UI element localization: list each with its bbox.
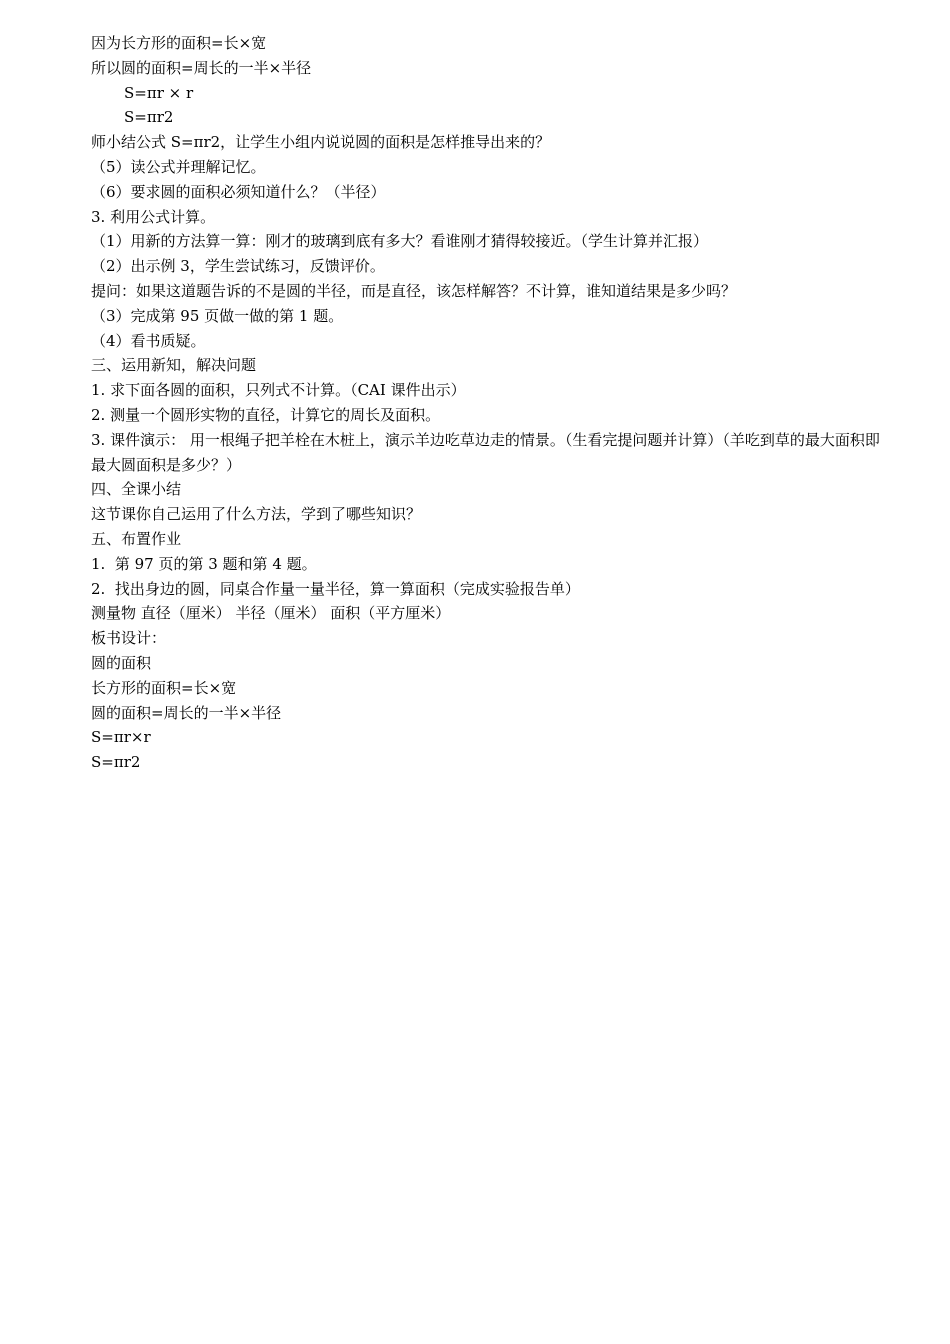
text-line: （6）要求圆的面积必须知道什么？（半径） [91, 182, 386, 201]
text-line: （2）出示例 3，学生尝试练习，反馈评价。 [91, 257, 385, 276]
text-line: 圆的面积=周长的一半×半径 [91, 703, 282, 722]
formula-line: S=πr2 [124, 108, 174, 127]
text-line: 提问：如果这道题告诉的不是圆的半径，而是直径，该怎样解答？不计算，谁知道结果是多少吗？ [91, 281, 737, 300]
text-line: 1. 求下面各圆的面积，只列式不计算。（CAI 课件出示） [91, 381, 466, 400]
text-line: （1）用新的方法算一算：刚才的玻璃到底有多大？看谁刚才猜得较接近。（学生计算并汇报） [91, 232, 709, 251]
section-heading: 三、运用新知，解决问题 [91, 356, 257, 375]
text-line: 长方形的面积=长×宽 [91, 678, 237, 697]
text-line: （5）读公式并理解记忆。 [91, 157, 266, 176]
section-heading: 五、布置作业 [91, 529, 182, 548]
text-line: （3）完成第 95 页做一做的第 1 题。 [91, 306, 344, 325]
formula-line: S=πr2 [91, 753, 141, 772]
text-line: （4）看书质疑。 [91, 331, 206, 350]
formula-line: S=πr × r [124, 83, 194, 102]
text-line: 测量物 直径（厘米） 半径（厘米） 面积（平方厘米） [91, 604, 451, 623]
text-line: 2. 找出身边的圆，同桌合作量一量半径，算一算面积（完成实验报告单） [91, 579, 580, 598]
text-line: 这节课你自己运用了什么方法，学到了哪些知识？ [91, 505, 422, 524]
text-line: 所以圆的面积=周长的一半×半径 [91, 58, 312, 77]
text-line: 1. 第 97 页的第 3 题和第 4 题。 [91, 554, 317, 573]
section-heading: 四、全课小结 [91, 480, 182, 499]
text-line: 3. 利用公式计算。 [91, 207, 216, 226]
text-line: 2. 测量一个圆形实物的直径，计算它的周长及面积。 [91, 405, 441, 424]
text-line: 板书设计： [91, 629, 167, 648]
text-line: 3. 课件演示： 用一根绳子把羊栓在木桩上，演示羊边吃草边走的情景。（生看完提问题并计算）（羊吃到草的最大面积即最大圆面积是多少？） [91, 430, 880, 474]
text-line: 因为长方形的面积=长×宽 [91, 34, 267, 52]
formula-line: S=πr×r [91, 728, 151, 747]
text-line: 师小结公式 S=πr2，让学生小组内说说圆的面积是怎样推导出来的？ [91, 133, 551, 152]
text-line: 圆的面积 [91, 653, 152, 672]
document-body [91, 31, 881, 775]
